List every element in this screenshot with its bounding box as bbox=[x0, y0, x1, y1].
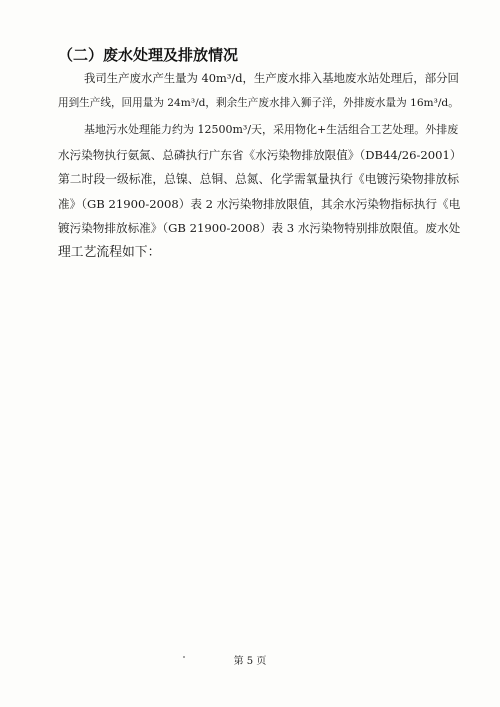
paragraph-line: 基地污水处理能力约为 12500m³/天，采用物化+生活组合工艺处理。外排废 bbox=[84, 123, 459, 136]
paragraph-line: 镀污染物排放标准》（GB 21900-2008）表 3 水污染物特别排放限值。废水处 bbox=[58, 221, 461, 235]
paragraph-line: 用到生产线，回用量为 24m³/d，剩余生产废水排入狮子洋，外排废水量为 16m³/d。 bbox=[58, 96, 459, 109]
section-heading: （二）废水处理及排放情况 bbox=[58, 46, 239, 64]
paragraph-wastewater-volume bbox=[58, 66, 462, 115]
paragraph-line: 我司生产废水产生量为 40m³/d，生产废水排入基地废水站处理后，部分回 bbox=[84, 71, 459, 85]
paragraph-line: 准》（GB 21900-2008）表 2 水污染物排放限值，其余水污染物指标执行《电 bbox=[58, 196, 461, 211]
page-number: 第 5 页 bbox=[233, 656, 267, 667]
paragraph-treatment-standards bbox=[58, 118, 462, 265]
paragraph-line: 第二时段一级标准，总镍、总铜、总氮、化学需氧量执行《电镀污染物排放标 bbox=[58, 172, 460, 186]
paragraph-line: 水污染物执行氨氮、总磷执行广东省《水污染物排放限值》（DB44/26-2001） bbox=[58, 147, 462, 162]
paragraph-line: 理工艺流程如下： bbox=[58, 244, 161, 260]
